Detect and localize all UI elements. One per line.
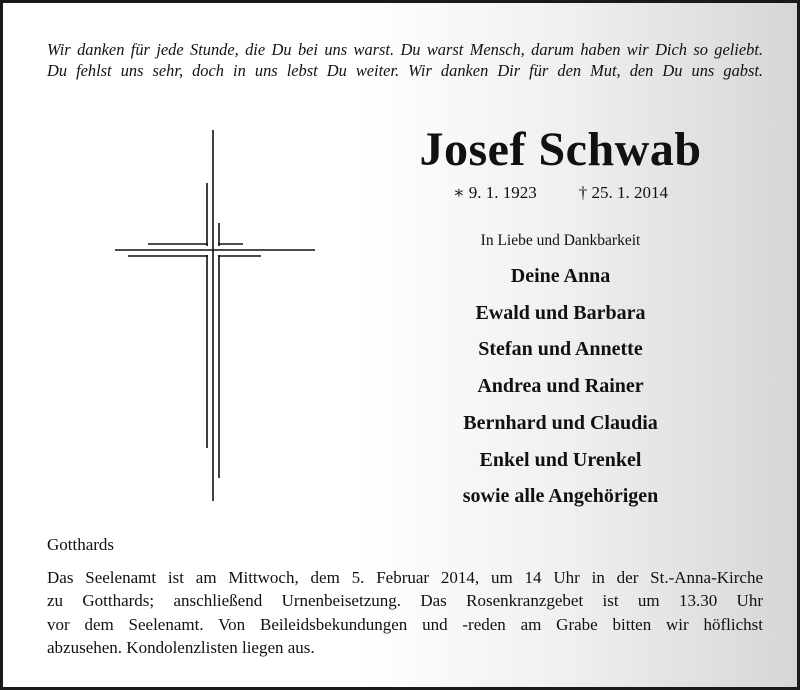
mourners-list [383,258,738,515]
mourner-name: sowie alle Angehörigen [462,485,659,508]
place-name: Gotthards [47,535,115,554]
motto-line: Du fehlst uns sehr, doch in uns lebst Du weiter. Wir danken Dir für den Mut, den Du uns gabst. [47,61,763,80]
mourner-name: Andrea und Rainer [477,375,644,398]
mourner-name: Ewald und Barbara [475,301,646,324]
death-date: † 25. 1. 2014 [578,183,669,202]
notice-line: zu Gotthards; anschließend Urnenbeisetzung. Das Rosenkranzgebet ist um 13.30 Uhr [47,591,763,611]
notice-line: Das Seelenamt ist am Mittwoch, dem 5. Februar 2014, um 14 Uhr in der St.-Anna-Kirche [47,568,763,587]
cross-icon [113,128,318,503]
mourners-intro: In Liebe und Dankbarkeit [480,232,641,249]
mourner-name: Bernhard und Claudia [463,411,658,434]
mourner-name: Stefan und Annette [478,338,643,361]
motto-line: Wir danken für jede Stunde, die Du bei uns warst. Du warst Mensch, darum haben wir Dich so geliebt. [47,40,763,59]
mourner-name: Enkel und Urenkel [479,448,642,471]
motto-verse [47,39,763,81]
notice-line: abzusehen. Kondolenzlisten liegen aus. [47,637,315,657]
service-notice [47,566,763,659]
life-dates [383,181,738,205]
mourner-name: Deine Anna [510,265,611,287]
notice-line: vor dem Seelenamt. Von Beileidsbekundungen und -reden am Grabe bitten wir höflichst [47,614,763,634]
deceased-name: Josef Schwab [419,123,702,176]
birth-date: ∗ 9. 1. 1923 [452,183,537,202]
